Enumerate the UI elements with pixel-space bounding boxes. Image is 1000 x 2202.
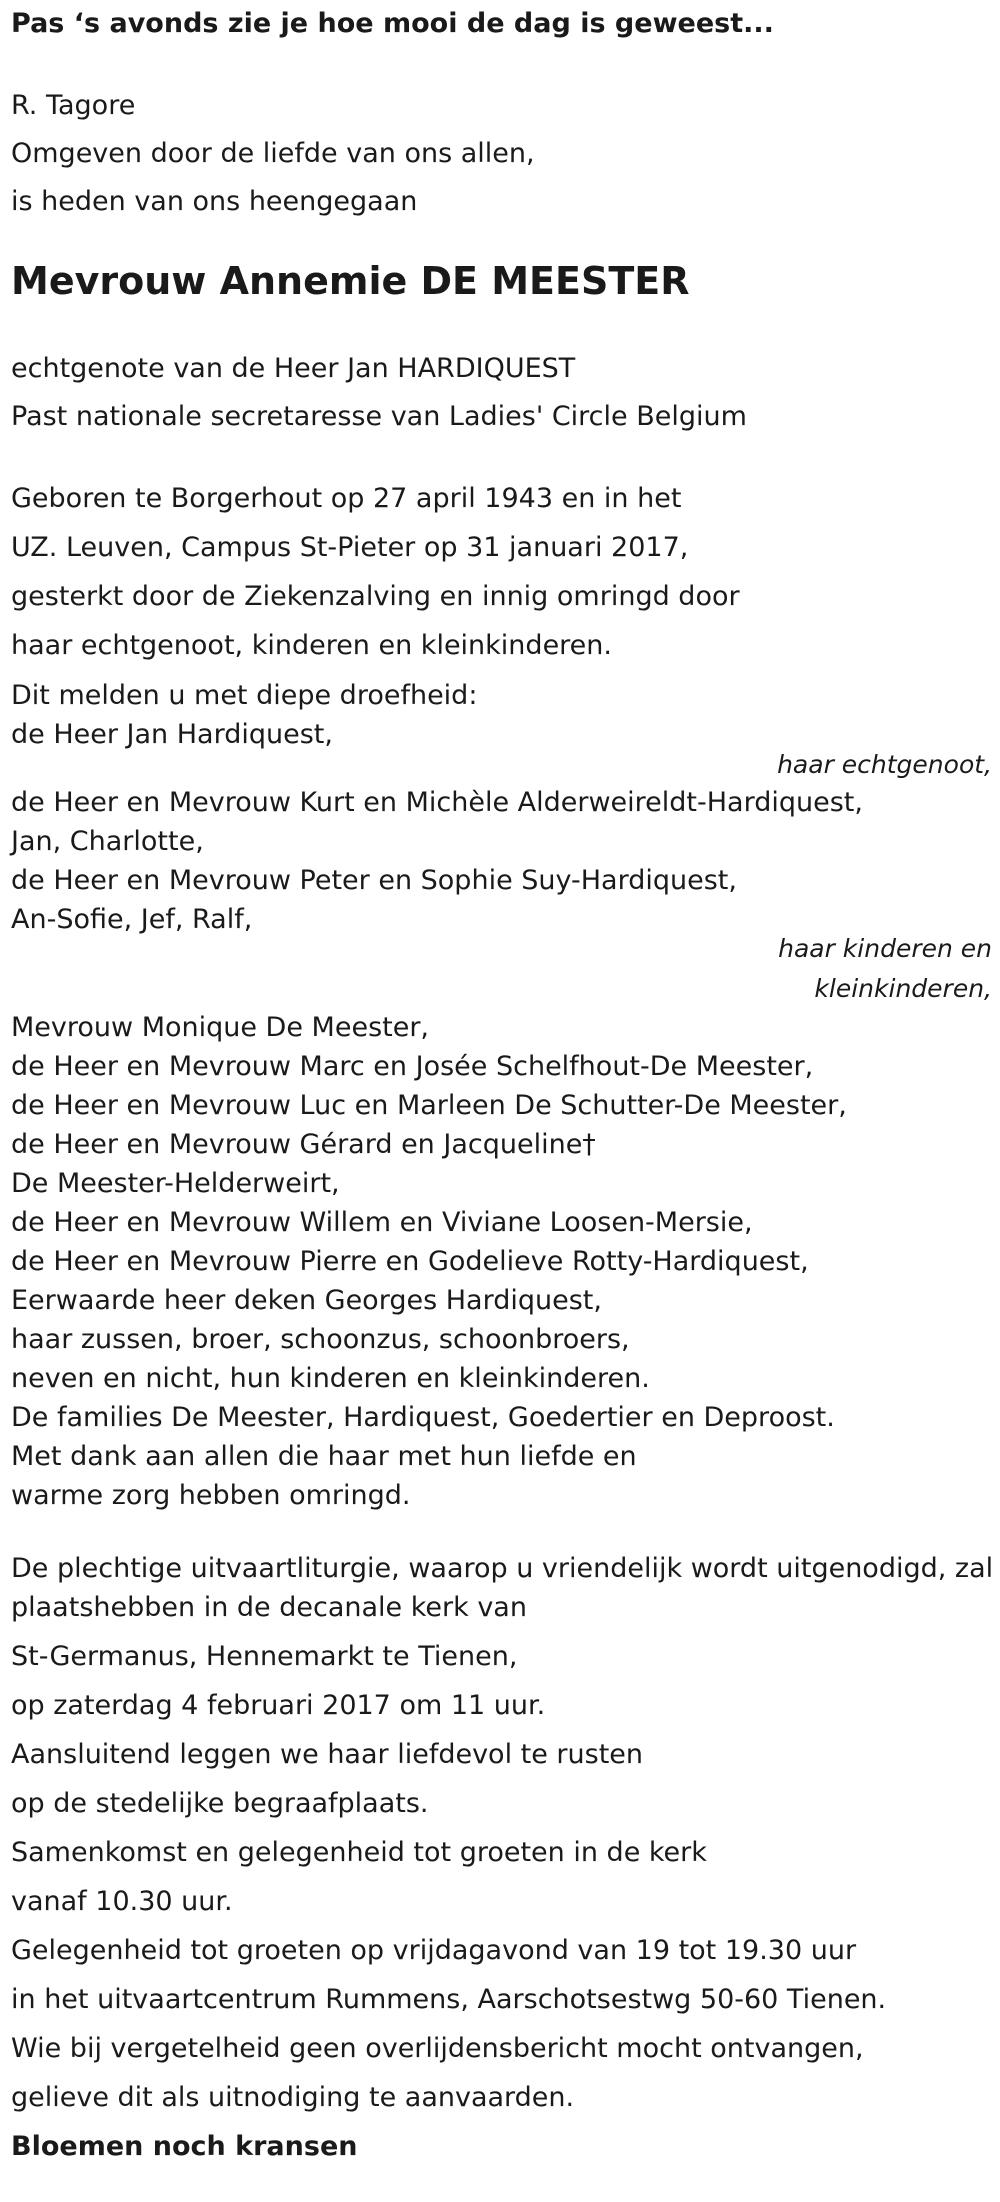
role-line: Past nationale secretaresse van Ladies' Circle Belgium xyxy=(11,401,747,432)
announce-line: Dit melden u met diepe droefheid: xyxy=(11,680,478,711)
closing-line: Bloemen noch kransen xyxy=(11,2131,358,2162)
relative-line: de Heer en Mevrouw Pierre en Godelieve Rotty-Hardiquest, xyxy=(11,1246,809,1277)
funeral-line-1: De plechtige uitvaartliturgie, waarop u vriendelijk wordt uitgenodigd, zal xyxy=(11,1553,994,1584)
birth-death-line-2: UZ. Leuven, Campus St-Pieter op 31 januari 2017, xyxy=(11,532,689,563)
funeral-line-6: op de stedelijke begraafplaats. xyxy=(11,1788,429,1819)
deceased-name: Mevrouw Annemie DE MEESTER xyxy=(11,259,690,303)
child-line-2: de Heer en Mevrouw Peter en Sophie Suy-Hardiquest, xyxy=(11,865,737,896)
children-role-line-1: haar kinderen en xyxy=(778,934,992,963)
funeral-line-11: Wie bij vergetelheid geen overlijdensbericht mocht ontvangen, xyxy=(11,2033,864,2064)
relative-line: De families De Meester, Hardiquest, Goedertier en Deproost. xyxy=(11,1402,835,1433)
birth-death-line-4: haar echtgenoot, kinderen en kleinkinderen. xyxy=(11,630,612,661)
relative-line: Eerwaarde heer deken Georges Hardiquest, xyxy=(11,1285,602,1316)
relative-line: de Heer en Mevrouw Luc en Marleen De Schutter-De Meester, xyxy=(11,1090,847,1121)
intro-line-2: is heden van ons heengegaan xyxy=(11,186,418,217)
intro-line-1: Omgeven door de liefde van ons allen, xyxy=(11,138,535,169)
birth-death-line-3: gesterkt door de Ziekenzalving en innig omringd door xyxy=(11,581,740,612)
birth-death-line-1: Geboren te Borgerhout op 27 april 1943 en in het xyxy=(11,483,682,514)
spouse-line: echtgenote van de Heer Jan HARDIQUEST xyxy=(11,353,576,384)
relative-line: de Heer en Mevrouw Marc en Josée Schelfhout-De Meester, xyxy=(11,1051,814,1082)
grandchildren-line-1: Jan, Charlotte, xyxy=(11,826,204,857)
relative-line: Met dank aan allen die haar met hun liefde en xyxy=(11,1441,637,1472)
funeral-line-10: in het uitvaartcentrum Rummens, Aarschotsestwg 50-60 Tienen. xyxy=(11,1984,887,2015)
funeral-line-2: plaatshebben in de decanale kerk van xyxy=(11,1592,527,1623)
quote-author: R. Tagore xyxy=(11,90,136,121)
funeral-line-9: Gelegenheid tot groeten op vrijdagavond van 19 tot 19.30 uur xyxy=(11,1935,857,1966)
spouse-role: haar echtgenoot, xyxy=(777,750,992,779)
funeral-line-7: Samenkomst en gelegenheid tot groeten in de kerk xyxy=(11,1837,707,1868)
funeral-line-8: vanaf 10.30 uur. xyxy=(11,1886,233,1917)
relative-line: Mevrouw Monique De Meester, xyxy=(11,1012,430,1043)
funeral-line-3: St-Germanus, Hennemarkt te Tienen, xyxy=(11,1641,518,1672)
opening-quote: Pas ‘s avonds zie je hoe mooi de dag is geweest... xyxy=(11,8,774,39)
children-role-line-2: kleinkinderen, xyxy=(814,974,992,1003)
relative-line: neven en nicht, hun kinderen en kleinkinderen. xyxy=(11,1363,650,1394)
relative-line: De Meester-Helderweirt, xyxy=(11,1168,340,1199)
relative-line: warme zorg hebben omringd. xyxy=(11,1480,411,1511)
funeral-line-12: gelieve dit als uitnodiging te aanvaarden. xyxy=(11,2082,575,2113)
child-line-1: de Heer en Mevrouw Kurt en Michèle Alderweireldt-Hardiquest, xyxy=(11,787,863,818)
funeral-line-5: Aansluitend leggen we haar liefdevol te rusten xyxy=(11,1739,644,1770)
funeral-line-4: op zaterdag 4 februari 2017 om 11 uur. xyxy=(11,1690,546,1721)
relative-line: haar zussen, broer, schoonzus, schoonbroers, xyxy=(11,1324,630,1355)
relative-line: de Heer en Mevrouw Gérard en Jacqueline† xyxy=(11,1129,596,1160)
relative-line: de Heer en Mevrouw Willem en Viviane Loosen-Mersie, xyxy=(11,1207,753,1238)
grandchildren-line-2: An-Sofie, Jef, Ralf, xyxy=(11,904,253,935)
spouse-name: de Heer Jan Hardiquest, xyxy=(11,719,333,750)
